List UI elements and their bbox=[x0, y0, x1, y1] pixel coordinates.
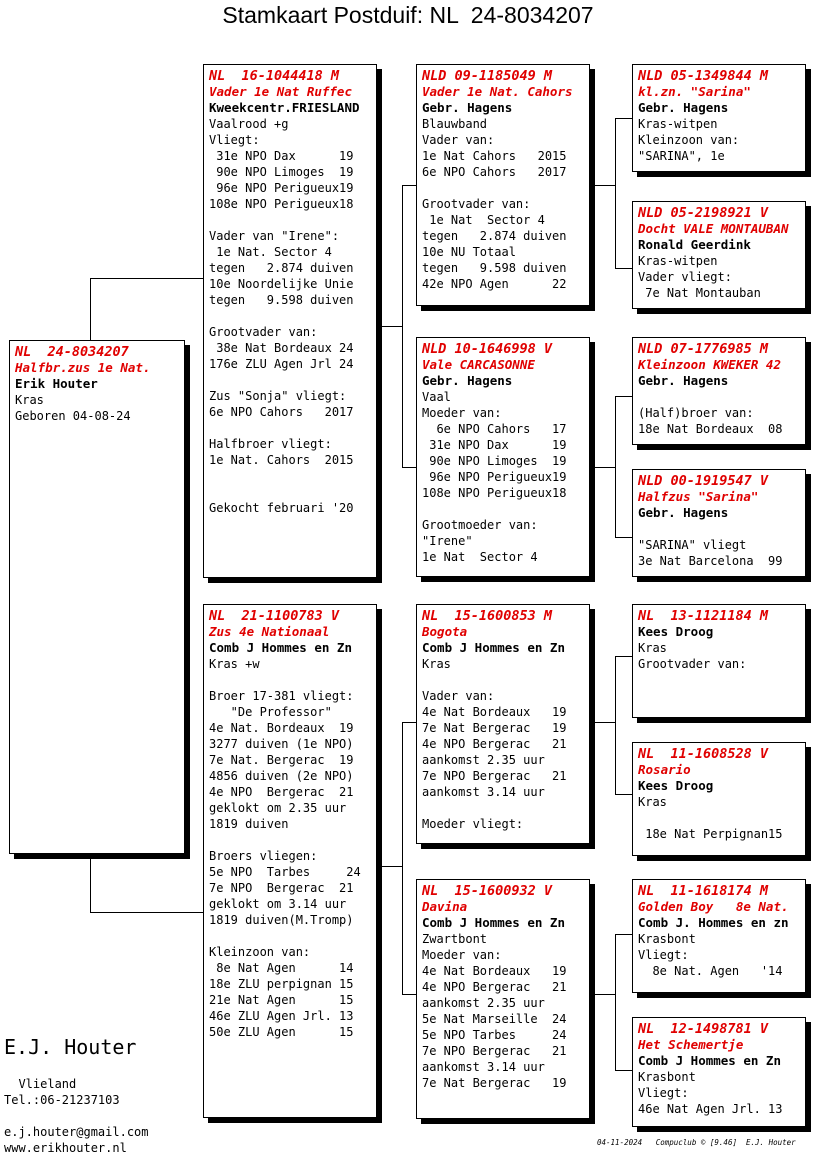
pigeon-info-line: Kras +w bbox=[209, 657, 260, 671]
pigeon-owner: Ronald Geerdink bbox=[638, 237, 751, 252]
connector bbox=[376, 866, 402, 867]
pigeon-info-line: Moeder van: bbox=[422, 406, 502, 420]
pigeon-info-line: 1e Nat Sector 4 bbox=[422, 213, 545, 227]
pigeon-info-line: Grootvader van: bbox=[638, 657, 747, 671]
pigeon-info-line bbox=[638, 810, 801, 826]
pigeon-info-line: Grootmoeder van: bbox=[422, 518, 538, 532]
pigeon-info-line: Zwartbont bbox=[422, 932, 488, 946]
pigeon-owner: Gebr. Hagens bbox=[638, 100, 729, 115]
pigeon-info-line: 31e NPO Dax 19 bbox=[422, 438, 567, 452]
pigeon-owner: Gebr. Hagens bbox=[422, 373, 513, 388]
pigeon-info-line: 7e Nat Bergerac 19 bbox=[422, 1076, 567, 1090]
pigeon-ring-number: NLD 07-1776985 M bbox=[638, 341, 769, 357]
pigeon-info-line: tegen 9.598 duiven bbox=[422, 261, 567, 275]
card-father-father bbox=[416, 64, 590, 306]
pigeon-info-line: 3277 duiven (1e NPO) bbox=[209, 737, 354, 751]
pigeon-owner: Comb J Hommes en Zn bbox=[638, 1053, 781, 1068]
pigeon-info-line bbox=[209, 468, 372, 484]
pigeon-info-line: 96e NPO Perigueux19 bbox=[422, 470, 567, 484]
pigeon-ring-number: NL 21-1100783 V bbox=[209, 608, 340, 624]
pigeon-info-line bbox=[209, 832, 372, 848]
pigeon-info-line: Kras-witpen bbox=[638, 254, 718, 268]
pigeon-info-line bbox=[422, 501, 585, 517]
breeder-phone: Tel.:06-21237103 bbox=[4, 1093, 120, 1107]
pigeon-owner: Kweekcentr.FRIESLAND bbox=[209, 100, 360, 115]
pigeon-info-line: "SARINA", 1e bbox=[638, 149, 725, 163]
card-father-father-father bbox=[632, 64, 806, 172]
pigeon-info-line: 4e NPO Bergerac 21 bbox=[422, 980, 567, 994]
breeder-email[interactable]: e.j.houter@gmail.com bbox=[4, 1125, 149, 1139]
pigeon-ring-number: NL 15-1600853 M bbox=[422, 608, 553, 624]
connector bbox=[615, 537, 633, 538]
pigeon-info-line: Blauwband bbox=[422, 117, 488, 131]
pigeon-info-line: aankomst 3.14 uur bbox=[422, 1060, 545, 1074]
card-main-pigeon bbox=[9, 340, 185, 854]
pigeon-info-line: 1e Nat. Sector 4 bbox=[209, 245, 332, 259]
connector bbox=[615, 396, 633, 397]
pigeon-info-line bbox=[209, 308, 372, 324]
pigeon-owner: Comb J Hommes en Zn bbox=[209, 640, 352, 655]
pigeon-info-line: 5e NPO Tarbes 24 bbox=[422, 1028, 567, 1042]
pigeon-headline: Bogota bbox=[422, 624, 468, 639]
pigeon-info-line: Vader van: bbox=[422, 133, 495, 147]
pigeon-info-line: aankomst 2.35 uur bbox=[422, 996, 545, 1010]
connector bbox=[589, 467, 615, 468]
pigeon-info-line: 8e Nat. Agen '14 bbox=[638, 964, 783, 978]
pigeon-info-line: 7e NPO Bergerac 21 bbox=[209, 881, 354, 895]
pigeon-info-line: Vader van: bbox=[422, 689, 495, 703]
card-father-mother bbox=[416, 337, 590, 577]
pigeon-info-line: Broer 17-381 vliegt: bbox=[209, 689, 354, 703]
pigeon-owner: Gebr. Hagens bbox=[422, 100, 513, 115]
pigeon-info-line: geklokt om 3.14 uur bbox=[209, 897, 347, 911]
pigeon-info-line: Zus "Sonja" vliegt: bbox=[209, 389, 347, 403]
card-father-mother-mother bbox=[632, 469, 806, 577]
pigeon-info-line: 6e NPO Cahors 2017 bbox=[422, 165, 567, 179]
connector bbox=[589, 994, 615, 995]
pigeon-info-line: 7e Nat Montauban bbox=[638, 286, 761, 300]
pigeon-headline: Zus 4e Nationaal bbox=[209, 624, 330, 639]
pigeon-info-line: Kras bbox=[638, 795, 667, 809]
card-mother-father bbox=[416, 604, 590, 844]
pigeon-info-line: 90e NPO Limoges 19 bbox=[422, 454, 567, 468]
pigeon-info-line: tegen 9.598 duiven bbox=[209, 293, 354, 307]
pigeon-info-line bbox=[209, 372, 372, 388]
connector bbox=[376, 326, 402, 327]
pigeon-info-line: Kras-witpen bbox=[638, 117, 718, 131]
pigeon-info-line: 4e NPO Bergerac 21 bbox=[209, 785, 354, 799]
pigeon-info-line bbox=[422, 180, 585, 196]
pigeon-headline: Halfbr.zus 1e Nat. bbox=[15, 360, 151, 375]
pigeon-info-line: Broers vliegen: bbox=[209, 849, 318, 863]
pigeon-owner: Erik Houter bbox=[15, 376, 98, 391]
pigeon-info-line: 46e ZLU Agen Jrl. 13 bbox=[209, 1009, 354, 1023]
pigeon-info-line: 6e NPO Cahors 2017 bbox=[209, 405, 354, 419]
pigeon-info-line: Kras bbox=[422, 657, 451, 671]
pigeon-info-line: 1e Nat. Cahors 2015 bbox=[209, 453, 354, 467]
pigeon-info-line: 108e NPO Perigueux18 bbox=[209, 197, 354, 211]
pigeon-info-line: aankomst 2.35 uur bbox=[422, 753, 545, 767]
pigeon-owner: Gebr. Hagens bbox=[638, 505, 729, 520]
pigeon-info-line: 4e Nat Bordeaux 19 bbox=[422, 705, 567, 719]
pigeon-info-line: 108e NPO Perigueux18 bbox=[422, 486, 567, 500]
pigeon-info-line: 18e Nat Bordeaux 08 bbox=[638, 422, 783, 436]
pigeon-ring-number: NLD 05-1349844 M bbox=[638, 68, 769, 84]
pigeon-info-line: geklokt om 2.35 uur bbox=[209, 801, 347, 815]
pigeon-info-line: aankomst 3.14 uur bbox=[422, 785, 545, 799]
pigeon-info-line: 96e NPO Perigueux19 bbox=[209, 181, 354, 195]
card-mother-father-mother bbox=[632, 742, 806, 856]
pigeon-info-line: Vader vliegt: bbox=[638, 270, 732, 284]
pigeon-info-line: 4856 duiven (2e NPO) bbox=[209, 769, 354, 783]
card-mother-mother-mother bbox=[632, 1017, 806, 1127]
pigeon-info-line: 18e Nat Perpignan15 bbox=[638, 827, 783, 841]
pigeon-info-line: 50e ZLU Agen 15 bbox=[209, 1025, 354, 1039]
connector bbox=[90, 854, 91, 912]
pigeon-headline: Docht VALE MONTAUBAN bbox=[638, 221, 789, 236]
pigeon-info-line: "SARINA" vliegt bbox=[638, 538, 747, 552]
pigeon-info-line bbox=[422, 800, 585, 816]
connector bbox=[615, 1070, 633, 1071]
pigeon-info-line: Grootvader van: bbox=[209, 325, 318, 339]
pigeon-info-line: 31e NPO Dax 19 bbox=[209, 149, 354, 163]
pigeon-info-line: tegen 2.874 duiven bbox=[209, 261, 354, 275]
pigeon-info-line: 1e Nat Cahors 2015 bbox=[422, 149, 567, 163]
pigeon-owner: Gebr. Hagens bbox=[638, 373, 729, 388]
pigeon-ring-number: NLD 10-1646998 V bbox=[422, 341, 553, 357]
pigeon-info-line bbox=[209, 484, 372, 500]
pigeon-info-line: Vliegt: bbox=[638, 1086, 689, 1100]
connector bbox=[589, 185, 615, 186]
connector bbox=[615, 118, 633, 119]
pigeon-info-line bbox=[209, 672, 372, 688]
connector bbox=[615, 794, 633, 795]
pigeon-info-line: tegen 2.874 duiven bbox=[422, 229, 567, 243]
connector bbox=[402, 185, 403, 467]
pigeon-info-line: Kleinzoon van: bbox=[209, 945, 311, 959]
pigeon-ring-number: NL 11-1608528 V bbox=[638, 746, 769, 762]
pigeon-info-line: Vliegt: bbox=[209, 133, 260, 147]
pigeon-ring-number: NLD 00-1919547 V bbox=[638, 473, 769, 489]
pigeon-owner: Comb J. Hommes en zn bbox=[638, 915, 789, 930]
card-mother-father-father bbox=[632, 604, 806, 718]
pigeon-info-line: 10e Noordelijke Unie bbox=[209, 277, 354, 291]
card-father bbox=[203, 64, 377, 578]
breeder-place: Vlieland bbox=[4, 1077, 77, 1091]
pigeon-info-line bbox=[209, 420, 372, 436]
pigeon-owner: Comb J Hommes en Zn bbox=[422, 640, 565, 655]
connector bbox=[589, 722, 615, 723]
pigeon-info-line: 1819 duiven(M.Tromp) bbox=[209, 913, 354, 927]
pigeon-info-line: (Half)broer van: bbox=[638, 406, 754, 420]
pigeon-ring-number: NL 16-1044418 M bbox=[209, 68, 340, 84]
breeder-website[interactable]: www.erikhouter.nl bbox=[4, 1141, 127, 1155]
pigeon-info-line: 4e NPO Bergerac 21 bbox=[422, 737, 567, 751]
pigeon-info-line: 90e NPO Limoges 19 bbox=[209, 165, 354, 179]
connector bbox=[90, 278, 204, 279]
pigeon-info-line: 7e NPO Bergerac 21 bbox=[422, 1044, 567, 1058]
pigeon-ring-number: NLD 09-1185049 M bbox=[422, 68, 553, 84]
pigeon-owner: Comb J Hommes en Zn bbox=[422, 915, 565, 930]
pigeon-owner: Kees Droog bbox=[638, 778, 714, 793]
connector bbox=[615, 656, 616, 794]
connector bbox=[615, 934, 616, 1070]
pigeon-info-line: 10e NU Totaal bbox=[422, 245, 516, 259]
connector bbox=[402, 722, 403, 994]
pigeon-info-line: Moeder van: bbox=[422, 948, 502, 962]
pigeon-info-line: 21e Nat Agen 15 bbox=[209, 993, 354, 1007]
pigeon-info-line: Vaalrood +g bbox=[209, 117, 289, 131]
pigeon-info-line: 7e Nat Bergerac 19 bbox=[422, 721, 567, 735]
pigeon-info-line: 5e Nat Marseille 24 bbox=[422, 1012, 567, 1026]
card-father-father-mother bbox=[632, 201, 806, 309]
print-info: 04-11-2024 Compuclub © [9.46] E.J. Houter bbox=[597, 1138, 796, 1147]
pigeon-headline: Kleinzoon KWEKER 42 bbox=[638, 357, 781, 372]
connector bbox=[615, 396, 616, 537]
page-title: Stamkaart Postduif: NL 24-8034207 bbox=[222, 2, 594, 28]
pigeon-info-line bbox=[209, 928, 372, 944]
card-mother-mother bbox=[416, 879, 590, 1119]
connector bbox=[90, 912, 204, 913]
pigeon-ring-number: NL 24-8034207 bbox=[15, 344, 129, 360]
pigeon-ring-number: NLD 05-2198921 V bbox=[638, 205, 769, 221]
pigeon-info-line bbox=[638, 389, 801, 405]
pigeon-headline: Vale CARCASONNE bbox=[422, 357, 535, 372]
pigeon-info-line: Kleinzoon van: bbox=[638, 133, 740, 147]
pigeon-info-line: 5e NPO Tarbes 24 bbox=[209, 865, 361, 879]
pigeon-info-line bbox=[638, 521, 801, 537]
pigeon-info-line: Moeder vliegt: bbox=[422, 817, 524, 831]
pigeon-info-line: Kras bbox=[15, 393, 44, 407]
pigeon-info-line: Gekocht februari '20 bbox=[209, 501, 354, 515]
pigeon-info-line bbox=[422, 672, 585, 688]
pigeon-headline: Het Schemertje bbox=[638, 1037, 744, 1052]
pigeon-headline: Davina bbox=[422, 899, 468, 914]
connector bbox=[615, 118, 616, 268]
pigeon-info-line: 4e Nat. Bordeaux 19 bbox=[209, 721, 354, 735]
connector bbox=[615, 656, 633, 657]
pigeon-info-line: Krasbont bbox=[638, 932, 696, 946]
pigeon-info-line: 7e Nat. Bergerac 19 bbox=[209, 753, 354, 767]
connector bbox=[615, 268, 633, 269]
pigeon-info-line: 6e NPO Cahors 17 bbox=[422, 422, 567, 436]
pigeon-headline: Rosario bbox=[638, 762, 691, 777]
pigeon-info-line: Vliegt: bbox=[638, 948, 689, 962]
pigeon-ring-number: NL 15-1600932 V bbox=[422, 883, 553, 899]
pigeon-info-line: 8e Nat Agen 14 bbox=[209, 961, 354, 975]
pigeon-info-line: Grootvader van: bbox=[422, 197, 531, 211]
pigeon-info-line: Vaal bbox=[422, 390, 451, 404]
pigeon-headline: Vader 1e Nat Ruffec bbox=[209, 84, 352, 99]
pigeon-ring-number: NL 13-1121184 M bbox=[638, 608, 769, 624]
card-mother bbox=[203, 604, 377, 1118]
connector bbox=[90, 278, 91, 340]
pigeon-owner: Kees Droog bbox=[638, 624, 714, 639]
pigeon-info-line: "De Professor" bbox=[209, 705, 332, 719]
pigeon-ring-number: NL 12-1498781 V bbox=[638, 1021, 769, 1037]
pigeon-info-line: 176e ZLU Agen Jrl 24 bbox=[209, 357, 354, 371]
pigeon-headline: Golden Boy 8e Nat. bbox=[638, 899, 789, 914]
pigeon-info-line: 4e Nat Bordeaux 19 bbox=[422, 964, 567, 978]
pigeon-info-line: 42e NPO Agen 22 bbox=[422, 277, 567, 291]
card-mother-mother-father bbox=[632, 879, 806, 993]
pigeon-info-line: 1e Nat Sector 4 bbox=[422, 550, 538, 564]
card-father-mother-father bbox=[632, 337, 806, 445]
pigeon-info-line bbox=[209, 212, 372, 228]
pigeon-headline: kl.zn. "Sarina" bbox=[638, 84, 751, 99]
pigeon-headline: Halfzus "Sarina" bbox=[638, 489, 759, 504]
pigeon-info-line: 46e Nat Agen Jrl. 13 bbox=[638, 1102, 783, 1116]
pigeon-info-line: 1819 duiven bbox=[209, 817, 289, 831]
breeder-name: E.J. Houter bbox=[4, 1035, 137, 1059]
pigeon-info-line: "Irene" bbox=[422, 534, 473, 548]
pigeon-info-line: 38e Nat Bordeaux 24 bbox=[209, 341, 354, 355]
pigeon-headline: Vader 1e Nat. Cahors bbox=[422, 84, 573, 99]
pigeon-ring-number: NL 11-1618174 M bbox=[638, 883, 769, 899]
pigeon-info-line: 7e NPO Bergerac 21 bbox=[422, 769, 567, 783]
pigeon-info-line: 18e ZLU perpignan 15 bbox=[209, 977, 354, 991]
pigeon-info-line: Halfbroer vliegt: bbox=[209, 437, 332, 451]
pigeon-info-line: Geboren 04-08-24 bbox=[15, 409, 131, 423]
connector bbox=[615, 934, 633, 935]
pigeon-info-line: Kras bbox=[638, 641, 667, 655]
pigeon-info-line: Krasbont bbox=[638, 1070, 696, 1084]
pigeon-info-line: Vader van "Irene": bbox=[209, 229, 340, 243]
pigeon-info-line: 3e Nat Barcelona 99 bbox=[638, 554, 783, 568]
